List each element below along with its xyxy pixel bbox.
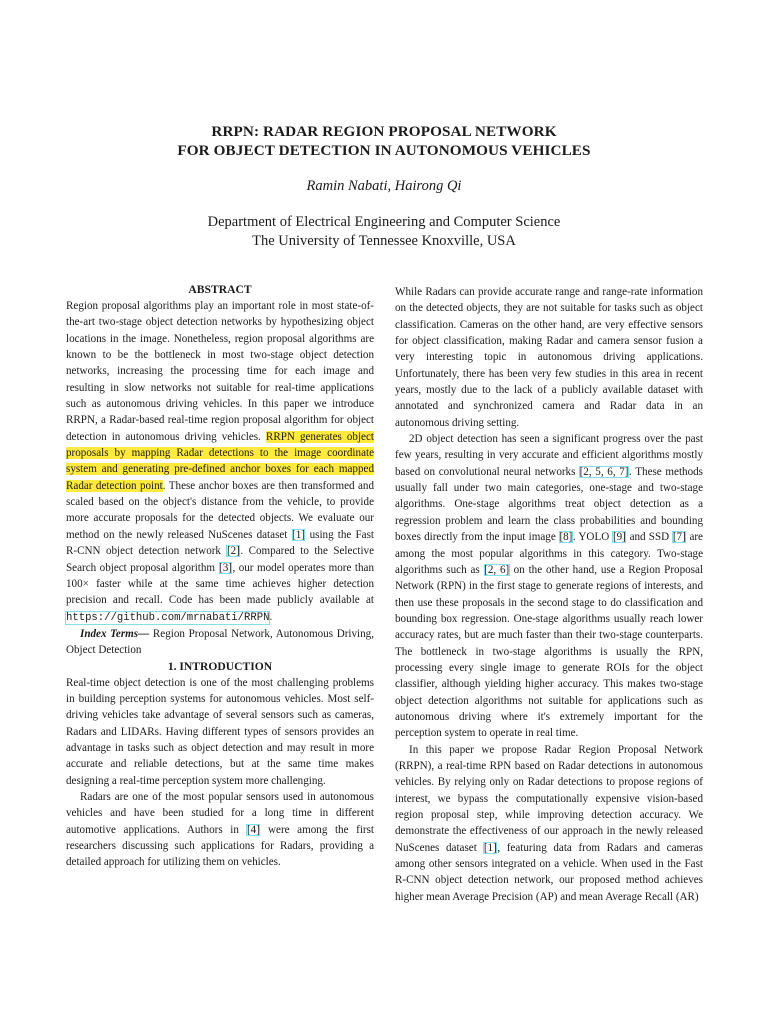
abstract-text-start: Region proposal algorithms play an important role in most state-of-the-art two-stage object detection networks by hypothesizing object locations in the image. Nonetheless, region proposal algorithms are known to be the bottleneck in most two-stage object detection networks, increasing the processing time for each image and resulting in slow networks not suitable for real-time applications such as autonomous driving vehicles. In this paper we introduce RRPN, a Radar-based real-time region proposal algorithm for object detection in autonomous driving vehicles. bbox=[66, 300, 374, 443]
right-p2-text-a: 2D object detection has seen a significant progress over the past few years, resulting in very accurate and efficient algorithms mostly based on convolutional neural networks bbox=[395, 433, 703, 478]
intro-paragraph-1: Real-time object detection is one of the most challenging problems in building perception systems for autonomous vehicles. Most self-driving vehicles take advantage of several sensors such as cameras, Radars and LIDARs. Having different types of sensors provides an advantage in tasks such as object detection and may result in more accurate and reliable detections, but at the same time makes designing a real-time perception system more challenging. bbox=[66, 676, 374, 787]
abstract-heading: ABSTRACT bbox=[188, 283, 252, 296]
citation-link[interactable]: [2, 5, 6, 7] bbox=[579, 465, 629, 478]
intro-paragraph-2 bbox=[66, 789, 374, 871]
right-p2-text-e: are among the most popular algorithms in this category. Two-stage algorithms such as bbox=[395, 531, 703, 576]
affiliation-line-1: Department of Electrical Engineering and Computer Science bbox=[207, 214, 561, 230]
right-paragraph-2 bbox=[395, 431, 703, 742]
citation-link[interactable]: [1] bbox=[483, 841, 497, 854]
right-p2-text-d: and SSD bbox=[626, 531, 673, 544]
index-terms bbox=[66, 626, 374, 659]
intro-p2-text-b: were among the first researchers discussing such applications for Radars, providing a detailed approach for utilizing them on vehicles. bbox=[66, 823, 374, 869]
citation-link[interactable]: [9] bbox=[612, 531, 626, 544]
right-p3-text-a: In this paper we propose Radar Region Proposal Network (RRPN), a real-time RPN based on Radar detections in autonomous vehicles. By relying only on Radar detections to propose regions of interest, we bypass the computationally expensive vision-based region proposal step, while improving detection accuracy. We demonstrate the effectiveness of our approach in the newly released NuScenes dataset bbox=[395, 743, 703, 854]
abstract-text-d: , our model operates more than 100× faster while at the same time achieves higher detection precision and recall. Code has been made publicly available at bbox=[66, 561, 374, 607]
right-column bbox=[395, 284, 703, 905]
intro-p2-text-a: Radars are one of the most popular sensors used in autonomous vehicles and have been studied for a long time in different automotive applications. Authors in bbox=[66, 790, 374, 836]
abstract-text-b: using the Fast R-CNN object detection network bbox=[66, 528, 374, 558]
abstract-text bbox=[66, 298, 374, 626]
index-terms-label: Index Terms— bbox=[80, 627, 150, 640]
abstract-text-c: . Compared to the Selective Search object proposal algorithm bbox=[66, 545, 374, 574]
abstract-highlighted-text: RRPN generates object proposals by mapping Radar detections to the image coordinate system and generating pre-defined anchor boxes for each mapped Radar detection point bbox=[66, 430, 374, 492]
citation-link[interactable]: [1] bbox=[292, 528, 305, 541]
left-column bbox=[66, 282, 374, 871]
right-p3-text-b: , featuring data from Radars and cameras among other sensors integrated on a vehicle. When used in the Fast R-CNN object detection network, our proposed method achieves higher mean Average Precision (AP) and mean Average Recall (AR) bbox=[395, 841, 703, 903]
title-line-2: FOR OBJECT DETECTION IN AUTONOMOUS VEHICLES bbox=[177, 142, 591, 159]
citation-link[interactable]: [3] bbox=[219, 561, 232, 574]
right-p2-text-c: . YOLO bbox=[572, 531, 613, 544]
affiliation-line-2: The University of Tennessee Knoxville, USA bbox=[252, 233, 516, 249]
index-terms-text: Region Proposal Network, Autonomous Driving, Object Detection bbox=[66, 627, 374, 657]
paper-affiliation bbox=[0, 213, 768, 251]
citation-link[interactable]: [4] bbox=[246, 823, 260, 836]
right-p2-text-b: . These methods usually fall under two main categories, one-stage and two-stage algorithms. One-stage algorithms treat object detection as a regression problem and learn the class probabilities and bounding boxes directly from the input image bbox=[395, 465, 703, 544]
abstract-text-a: . These anchor boxes are then transformed and scaled based on the object's distance from the vehicle, to provide more accurate proposals for the detected objects. We evaluate our method on the newly released NuScenes dataset bbox=[66, 479, 374, 541]
right-paragraph-1: While Radars can provide accurate range and range-rate information on the detected objects, they are not suitable for tasks such as object classification. Cameras on the other hand, are very effective sensors for object classification, making Radar and camera sensor fusion a very interesting topic in autonomous driving applications. Unfortunately, there has been very few studies in this area in recent years, mostly due to the lack of a publicly available dataset with annotated and synchronized camera and Radar data in an autonomous driving setting. bbox=[395, 286, 703, 429]
right-paragraph-3 bbox=[395, 742, 703, 905]
paper-title bbox=[0, 122, 768, 160]
citation-link[interactable]: [2, 6] bbox=[484, 563, 510, 576]
citation-link[interactable]: [7] bbox=[672, 531, 686, 544]
paper-authors: Ramin Nabati, Hairong Qi bbox=[306, 178, 462, 194]
abstract-text-end: . bbox=[269, 610, 273, 623]
right-p2-text-f: on the other hand, use a Region Proposal Network (RPN) in the first stage to generate regions of interests, and then use these proposals in the second stage to do classification and bounding box regression. One-stage algorithms usually reach lower accuracy rates, but are much faster than their two-stage counterparts. The bottleneck in two-stage algorithms is usually the RPN, processing every single image to generate ROIs for the object classifier, although yielding higher accuracy. This makes two-stage object detection algorithms not suitable for applications such as autonomous driving where it's extremely important for the perception system to operate in real time. bbox=[395, 563, 704, 740]
title-line-1: RRPN: RADAR REGION PROPOSAL NETWORK bbox=[211, 123, 557, 140]
citation-link[interactable]: [2] bbox=[226, 545, 240, 558]
citation-link[interactable]: [8] bbox=[559, 531, 573, 544]
intro-heading: 1. INTRODUCTION bbox=[167, 659, 273, 673]
code-repository-link[interactable]: https://github.com/mrnabati/RRPN bbox=[66, 611, 270, 624]
